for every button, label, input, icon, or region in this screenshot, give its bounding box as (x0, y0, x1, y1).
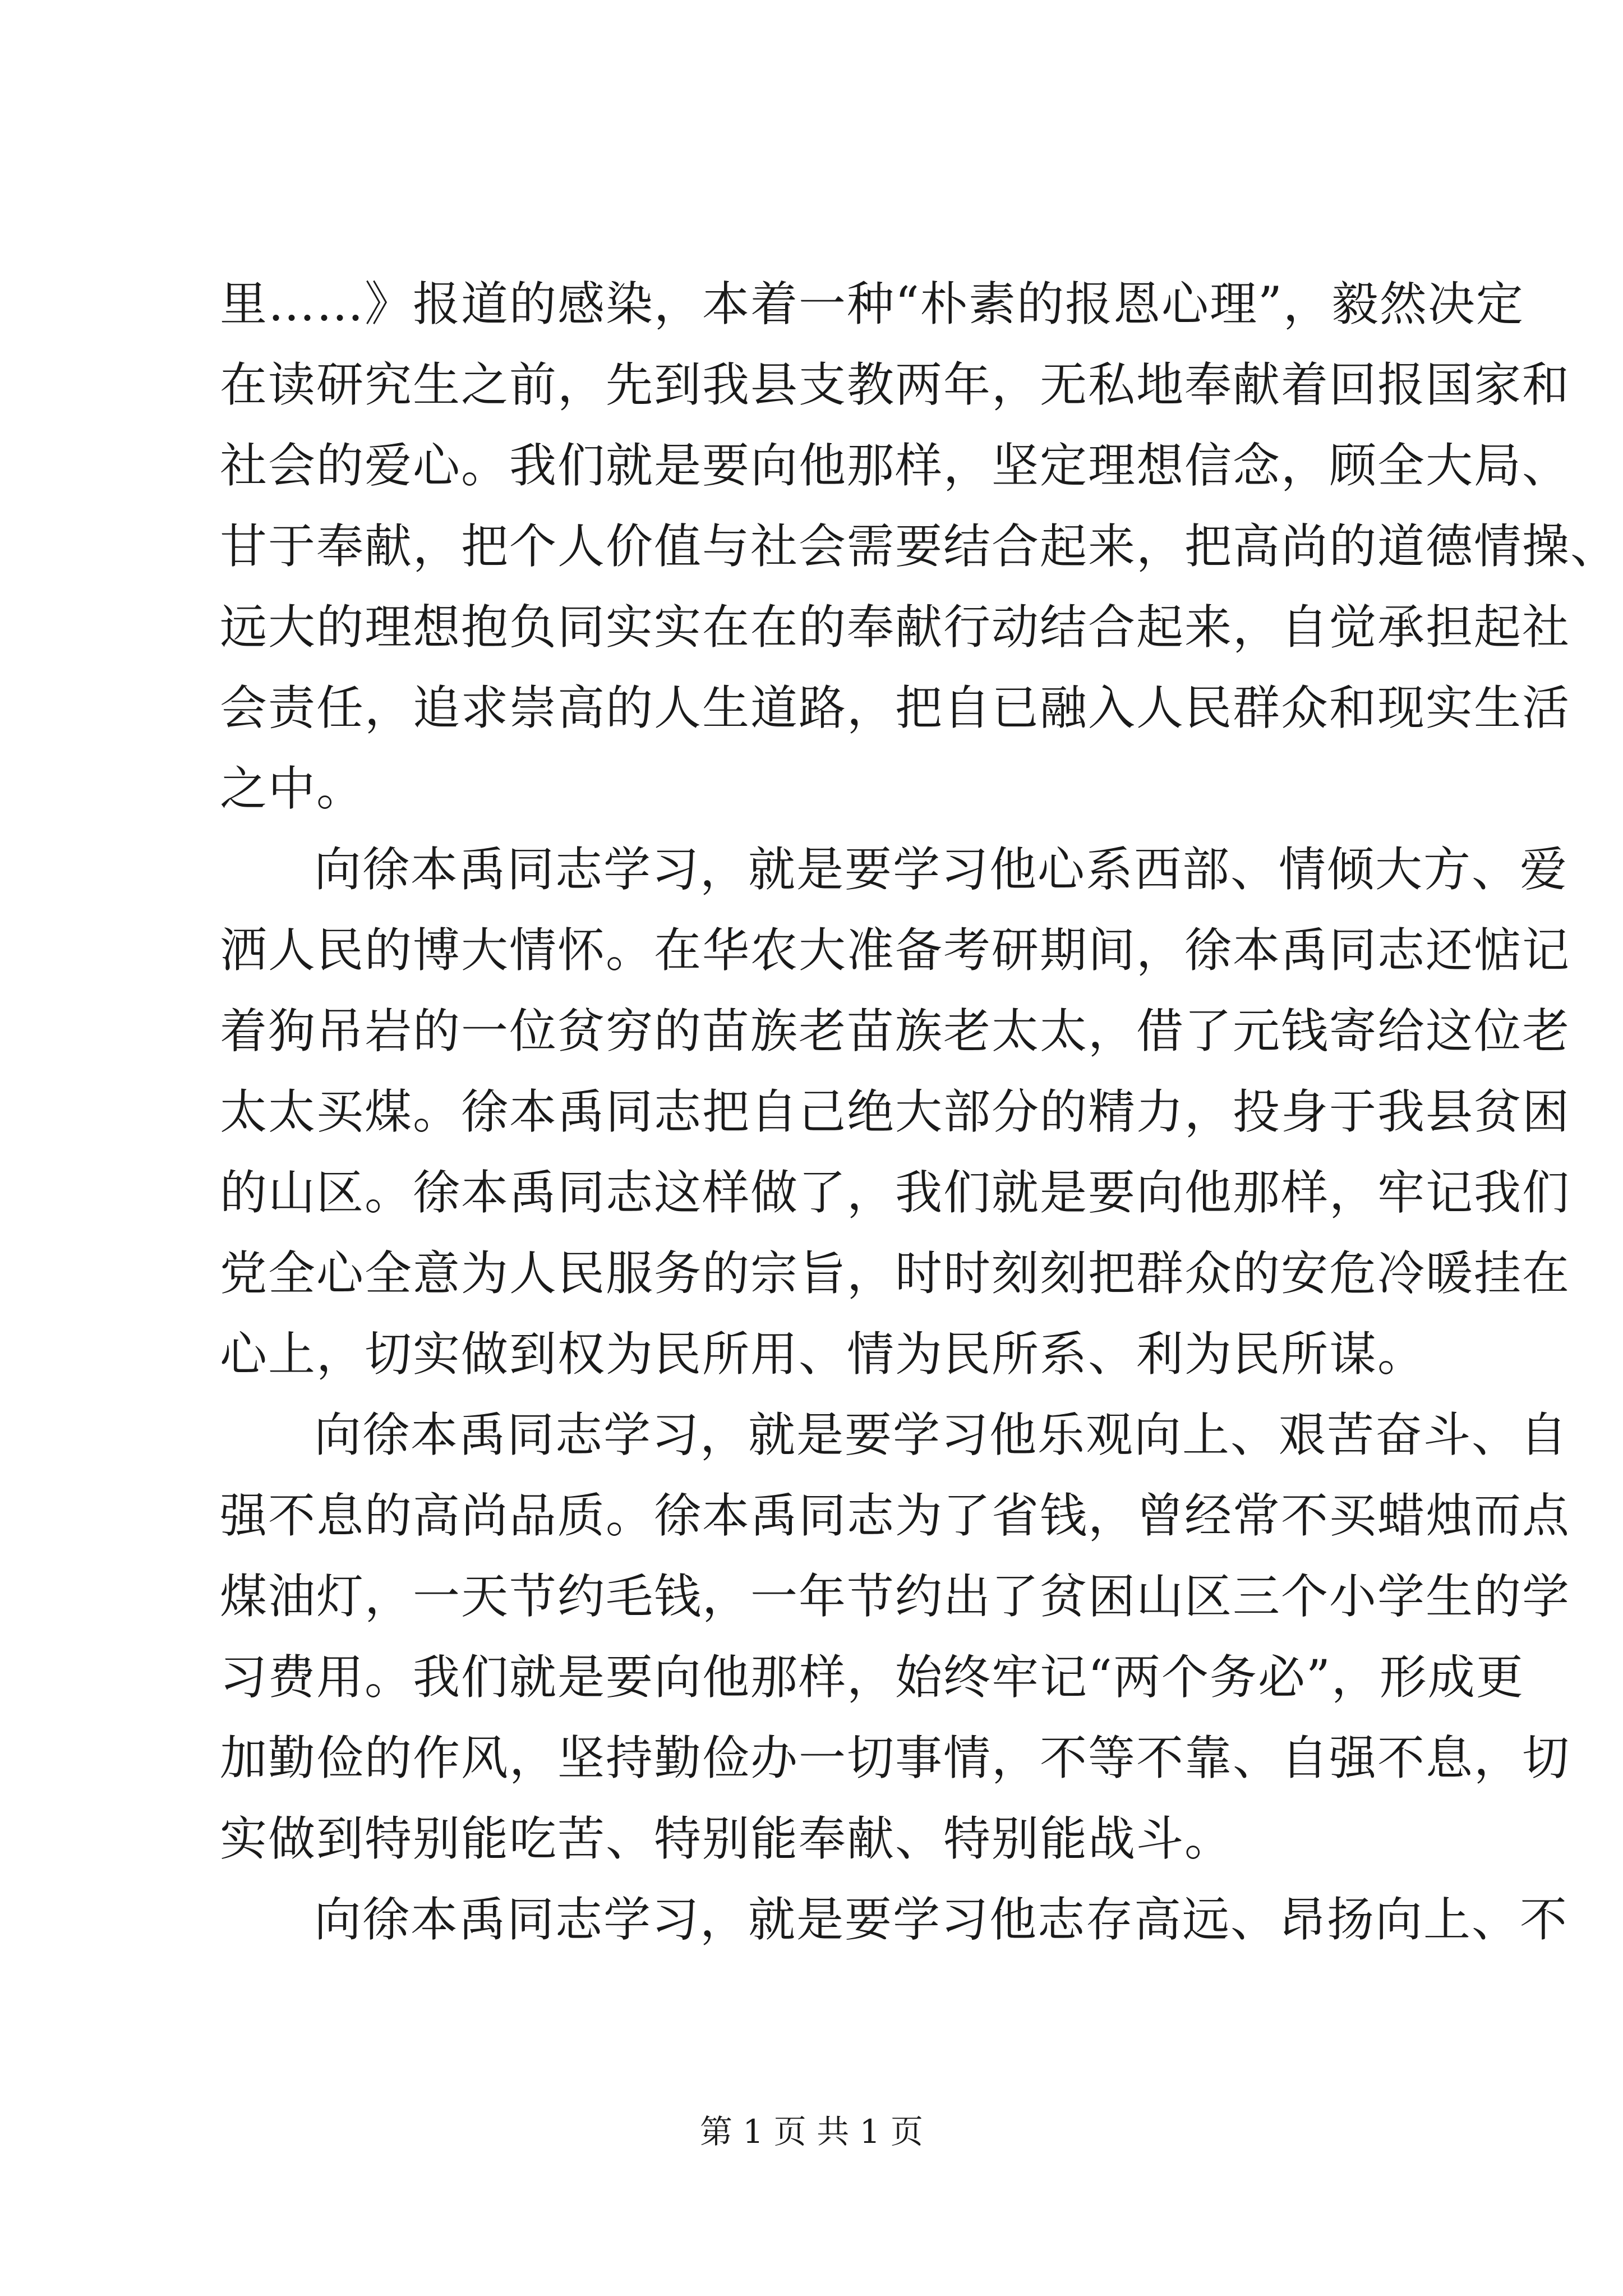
text-line: 甘于奉献，把个人价值与社会需要结合起来，把高尚的道德情操、 (220, 519, 1619, 574)
text-line: 会责任，追求崇高的人生道路，把自已融入人民群众和现实生活 (220, 680, 1571, 735)
text-line: 的山区。徐本禹同志这样做了，我们就是要向他那样，牢记我们 (220, 1165, 1571, 1220)
text-line: 向徐本禹同志学习，就是要学习他志存高远、昂扬向上、不 (314, 1892, 1569, 1947)
text-line: 向徐本禹同志学习，就是要学习他心系西部、情倾大方、爱 (314, 842, 1569, 897)
paragraph (220, 1395, 1571, 1879)
text-line: 向徐本禹同志学习，就是要学习他乐观向上、艰苦奋斗、自 (314, 1407, 1569, 1462)
text-line: 党全心全意为人民服务的宗旨，时时刻刻把群众的安危冷暖挂在 (220, 1246, 1571, 1301)
text-line: 心上，切实做到权为民所用、情为民所系、利为民所谋。 (220, 1327, 1426, 1382)
text-line: 在读研究生之前，先到我县支教两年，无私地奉献着回报国家和 (220, 357, 1571, 412)
text-line: 之中。 (220, 761, 365, 816)
text-line: 远大的理想抱负同实实在在的奉献行动结合起来，自觉承担起社 (220, 600, 1571, 655)
text-line: 习费用。我们就是要向他那样，始终牢记“两个务必”，形成更 (220, 1650, 1524, 1705)
text-line: 太太买煤。徐本禹同志把自己绝大部分的精力，投身于我县贫困 (220, 1084, 1571, 1139)
document-body (220, 264, 1619, 1960)
text-line: 加勤俭的作风，坚持勤俭办一切事情，不等不靠、自强不息，切 (220, 1731, 1571, 1786)
page-footer: 第 1 页 共 1 页 (700, 2113, 923, 2151)
text-line: 社会的爱心。我们就是要向他那样，坚定理想信念，顾全大局、 (220, 438, 1571, 493)
text-line: 里……》报道的感染，本着一种“朴素的报恩心理”，毅然决定 (220, 277, 1524, 332)
text-line: 煤油灯，一天节约毛钱，一年节约出了贫困山区三个小学生的学 (220, 1569, 1571, 1624)
paragraph (220, 1879, 1569, 1960)
paragraph (220, 264, 1619, 829)
text-line: 强不息的高尚品质。徐本禹同志为了省钱，曾经常不买蜡烛而点 (220, 1488, 1571, 1543)
text-line: 实做到特别能吃苦、特别能奉献、特别能战斗。 (220, 1811, 1233, 1866)
paragraph (220, 829, 1571, 1395)
text-line: 着狗吊岩的一位贫穷的苗族老苗族老太太，借了元钱寄给这位老 (220, 1004, 1571, 1059)
text-line: 洒人民的博大情怀。在华农大准备考研期间，徐本禹同志还惦记 (220, 923, 1571, 978)
